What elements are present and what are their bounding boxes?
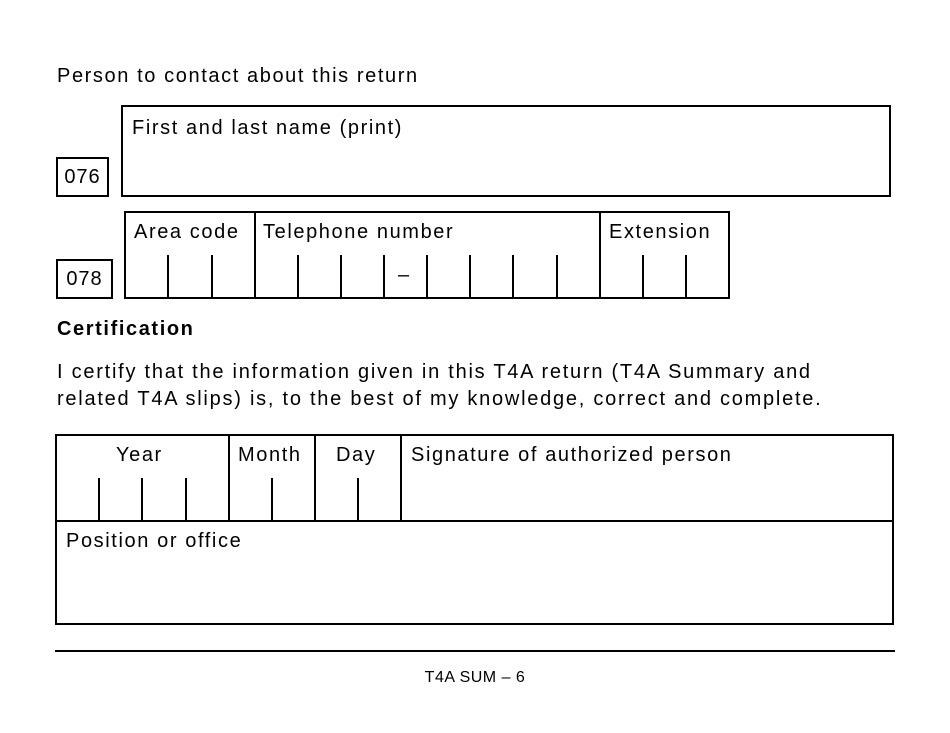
certification-text-line1: I certify that the information given in this T4A return (T4A Summary and xyxy=(57,361,812,383)
signature-label: Signature of authorized person xyxy=(411,444,733,466)
certification-text-line2: related T4A slips) is, to the best of my knowledge, correct and complete. xyxy=(57,388,823,410)
footer-rule xyxy=(55,650,895,652)
divider xyxy=(314,434,316,521)
divider xyxy=(228,434,230,521)
month-input[interactable] xyxy=(231,478,313,520)
extension-label: Extension xyxy=(609,221,712,243)
line-078-code xyxy=(56,259,113,299)
area-code-label: Area code xyxy=(134,221,240,243)
divider xyxy=(599,211,601,299)
line-076-code xyxy=(56,157,109,197)
telephone-input[interactable] xyxy=(127,256,597,298)
signature-input[interactable] xyxy=(403,470,891,519)
year-input[interactable] xyxy=(58,478,227,520)
code-label: 076 xyxy=(64,165,101,188)
telephone-number-label: Telephone number xyxy=(263,221,455,243)
month-label: Month xyxy=(238,444,302,466)
certification-heading: Certification xyxy=(57,318,195,340)
phone-dash: – xyxy=(398,264,411,286)
year-label: Year xyxy=(116,444,163,466)
contact-name-field[interactable] xyxy=(121,105,891,197)
day-input[interactable] xyxy=(317,478,399,520)
page-number: T4A SUM – 6 xyxy=(424,669,526,686)
contact-heading: Person to contact about this return xyxy=(57,65,419,87)
divider xyxy=(400,434,402,521)
position-label: Position or office xyxy=(66,530,243,552)
extension-input[interactable] xyxy=(602,256,728,298)
code-label: 078 xyxy=(66,267,103,290)
contact-name-label: First and last name (print) xyxy=(132,117,404,139)
day-label: Day xyxy=(336,444,377,466)
position-input[interactable] xyxy=(58,556,892,622)
divider xyxy=(55,520,894,522)
